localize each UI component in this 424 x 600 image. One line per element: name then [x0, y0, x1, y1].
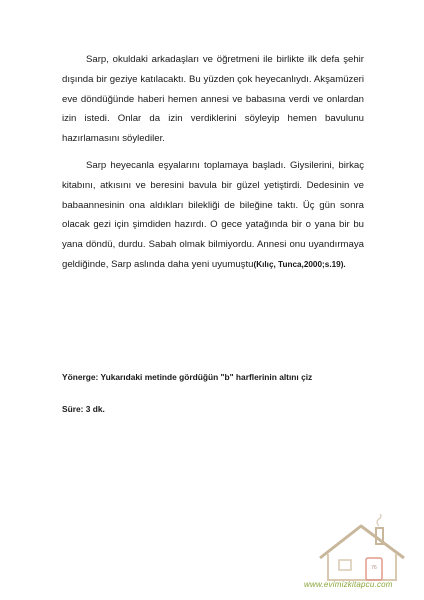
svg-text:76: 76	[371, 565, 377, 571]
paragraph-2-text: Sarp heyecanla eşyalarını toplamaya başladı. Giysilerini, birkaç kitabını, atkısını ve beresini bavula bir güzel yetiştirdi. Dedesinin ve babaannesinin ona aldıkları bilekliği de bileğine taktı. Üç gün sonra olacak gezi için şimdiden hazırdı. O gece yatağında bir o yana bir bu yana döndü, durdu. Sabah olmak bilmiyordu. Annesi onu uyandırmaya geldiğinde, Sarp aslında daha yeni uyumuştu	[62, 160, 364, 270]
story-paragraph-2	[62, 156, 364, 275]
story-paragraph-1	[62, 50, 364, 149]
instruction-text: Yönerge: Yukarıdaki metinde gördüğün "b" harflerinin altını çiz	[62, 372, 313, 382]
watermark-url: www.evimizkitapcu.com	[304, 580, 393, 589]
citation: (Kılıç, Tunca,2000;s.19).	[253, 259, 346, 269]
duration-text: Süre: 3 dk.	[62, 404, 105, 414]
paragraph-1-text: Sarp, okuldaki arkadaşları ve öğretmeni ile birlikte ilk defa şehir dışında bir geziye katılacaktı. Bu yüzden çok heyecanlıydı. Akşamüzeri eve döndüğünde haberi hemen annesi ve babasına verdi ve onlardan izin istedi. Onlar da izin verdiklerini söyleyip hemen bavulunu hazırlamasını söylediler.	[62, 54, 364, 145]
